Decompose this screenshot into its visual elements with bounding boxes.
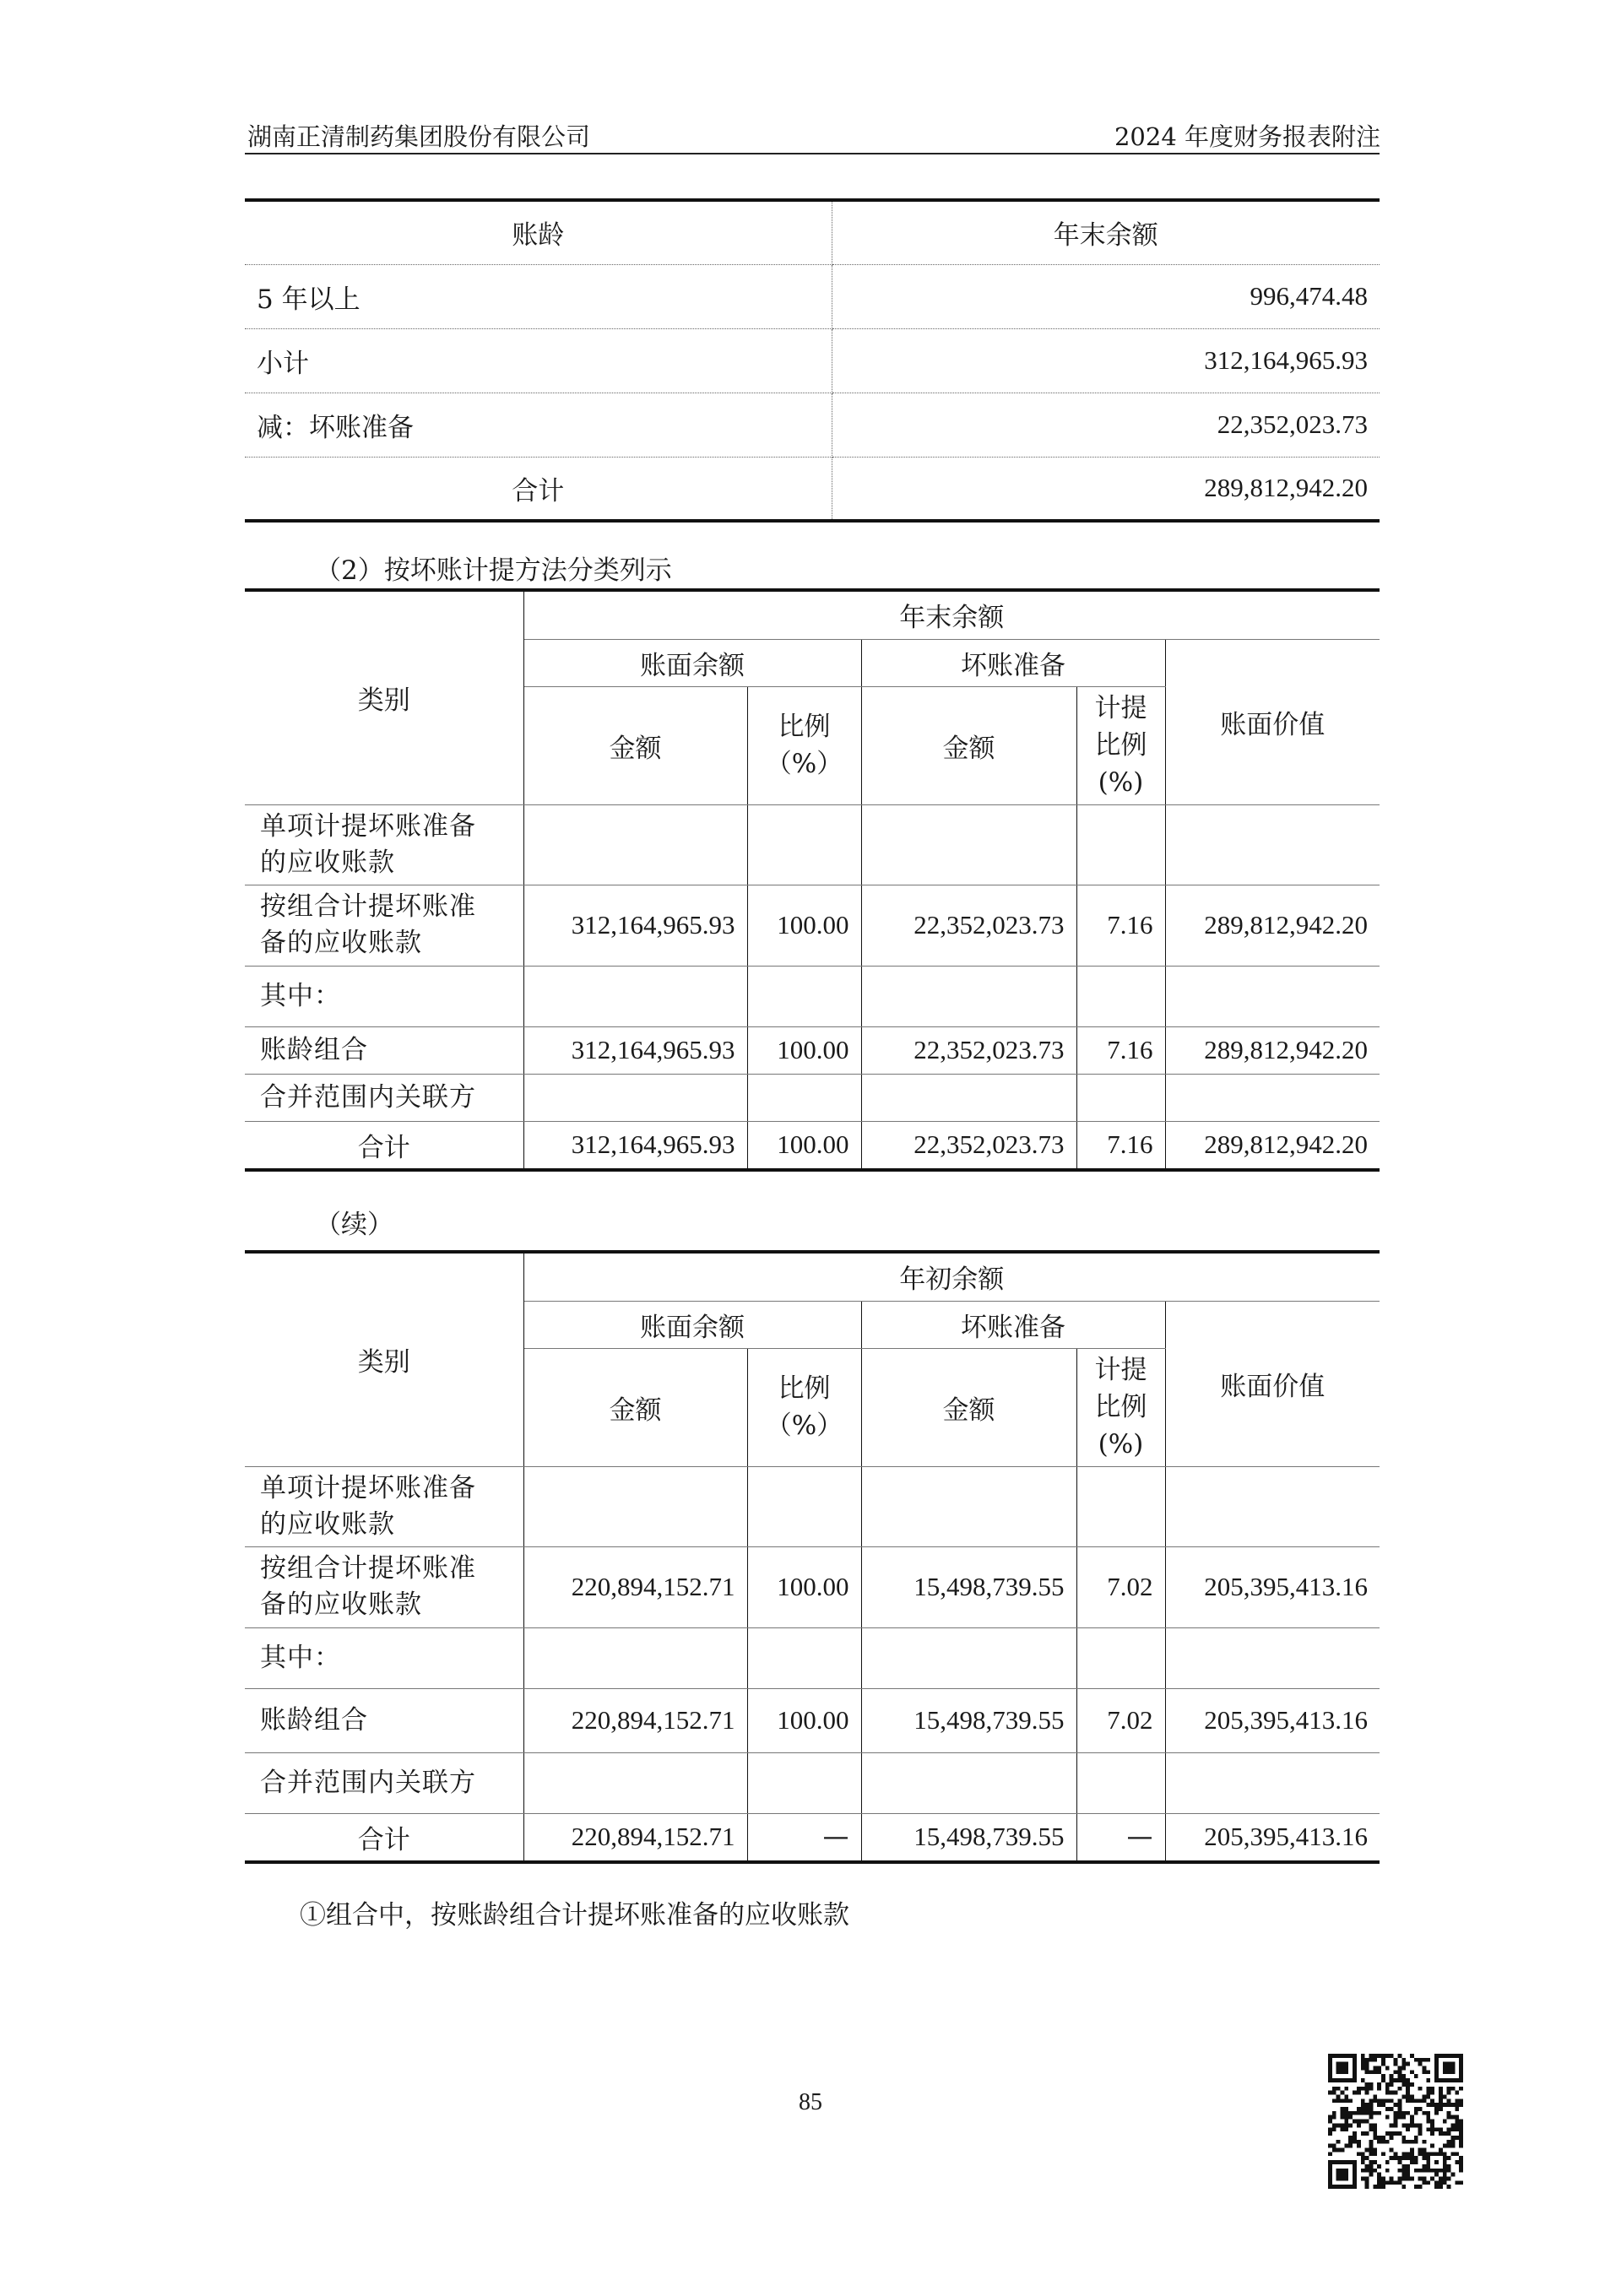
table-row [245,1546,1380,1627]
amount-cell [523,1466,747,1546]
continued-label: （续） [315,1210,393,1240]
bad-debt-cell: 15,498,739.55 [861,1688,1076,1752]
ratio-cell [747,966,861,1026]
provision-ratio-header [1076,686,1165,804]
row-label: 其中： [245,966,523,1026]
provision-ratio-cell: 7.02 [1076,1546,1165,1627]
bad-debt-cell: 15,498,739.55 [861,1813,1076,1862]
bad-debt-cell [861,966,1076,1026]
ratio-cell: 100.00 [747,1026,861,1074]
bad-debt-amount-header: 金额 [861,1348,1076,1466]
book-value-cell [1165,804,1380,885]
amount-cell: 220,894,152.71 [523,1546,747,1627]
total-row [245,1121,1380,1170]
bad-debt-cell [861,1752,1076,1813]
bad-debt-header: 坏账准备 [861,639,1165,686]
year-end-balance-header: 年末余额 [832,200,1380,264]
provision-ratio-cell: 7.16 [1076,885,1165,966]
ratio-cell: 100.00 [747,1121,861,1170]
category-header: 类别 [245,590,523,804]
ratio-header-line: 比例 [778,712,831,742]
provision-ratio-line: 计提 [1094,693,1147,723]
book-value-cell: 205,395,413.16 [1204,1822,1368,1852]
table-row [245,393,1380,457]
bad-debt-cell [861,804,1076,885]
amount-header: 金额 [523,1348,747,1466]
ratio-cell: 100.00 [747,885,861,966]
provision-ratio-cell [1076,966,1165,1026]
section-title: （2）按坏账计提方法分类列示 [315,555,672,586]
period-header: 年初余额 [523,1252,1380,1301]
company-name: 湖南正清制药集团股份有限公司 [247,122,591,151]
amount-cell [523,804,747,885]
provision-ratio-line: 比例 [1094,1392,1147,1422]
ratio-cell [747,1752,861,1813]
amount-cell: 220,894,152.71 [523,1688,747,1752]
provision-ratio-cell [1076,1466,1165,1546]
ratio-cell [747,1466,861,1546]
row-label-line: 单项计提坏账准备 [260,810,476,842]
amount-cell [523,1074,747,1121]
book-value-header: 账面价值 [1165,639,1380,804]
provision-ratio-line: (%) [1098,1429,1144,1459]
provision-ratio-cell [1076,1074,1165,1121]
amount-cell: 312,164,965.93 [523,885,747,966]
total-label: 合计 [245,1121,523,1170]
bad-debt-cell [861,1074,1076,1121]
book-value-cell: 289,812,942.20 [1165,885,1380,966]
period-header: 年末余额 [523,590,1380,639]
aging-table [245,198,1380,523]
amount-cell: 220,894,152.71 [523,1813,747,1862]
row-label: 5 年以上 [245,264,832,328]
row-value: 312,164,965.93 [832,328,1380,393]
ratio-cell [747,804,861,885]
row-value: 996,474.48 [832,264,1380,328]
table-row [245,1074,1380,1121]
qr-code-graphic [1328,2054,1463,2189]
ratio-header-line: （%） [765,749,843,779]
provision-ratio-cell: 7.16 [1076,1026,1165,1074]
row-label-line: 按组合计提坏账准 [260,891,476,922]
row-value: 22,352,023.73 [832,393,1380,457]
book-value-cell: 205,395,413.16 [1165,1688,1380,1752]
ratio-cell: 100.00 [747,1688,861,1752]
classification-table-year-begin [245,1250,1380,1864]
table-row [245,885,1380,966]
row-label-line: 备的应收账款 [260,1589,422,1620]
provision-ratio-line: 比例 [1094,730,1147,761]
row-label: 小计 [245,328,832,393]
book-balance-header: 账面余额 [523,639,861,686]
bad-debt-cell: 22,352,023.73 [861,1121,1076,1170]
row-label-line: 的应收账款 [260,847,395,878]
bad-debt-cell: 15,498,739.55 [861,1546,1076,1627]
row-label-line: 单项计提坏账准备 [260,1472,476,1503]
provision-ratio-header [1076,1348,1165,1466]
row-label-line: 按组合计提坏账准 [260,1553,476,1584]
bad-debt-header: 坏账准备 [861,1301,1165,1348]
book-value-cell [1165,1752,1380,1813]
table-row [245,966,1380,1026]
total-row [245,1813,1380,1862]
qr-code-icon [1328,2054,1463,2189]
book-value-cell: 289,812,942.20 [1204,1129,1368,1160]
ratio-cell [747,1074,861,1121]
table-row [245,457,1380,521]
provision-ratio-cell: — [1076,1813,1165,1862]
row-label-line: 的应收账款 [260,1508,395,1540]
amount-header: 金额 [523,686,747,804]
row-label [245,885,523,966]
row-value: 289,812,942.20 [1204,473,1368,503]
provision-ratio-cell [1076,1627,1165,1688]
row-label [245,1466,523,1546]
ratio-cell: 100.00 [747,1546,861,1627]
ratio-cell [747,1627,861,1688]
row-label-line: 备的应收账款 [260,928,422,958]
row-label: 账龄组合 [245,1026,523,1074]
book-value-cell [1165,1627,1380,1688]
page-number: 85 [799,2089,822,2115]
book-balance-header: 账面余额 [523,1301,861,1348]
table-row [245,1752,1380,1813]
amount-cell [523,966,747,1026]
provision-ratio-line: (%) [1098,767,1144,798]
row-label: 账龄组合 [245,1688,523,1752]
book-value-header: 账面价值 [1165,1301,1380,1466]
provision-ratio-cell: 7.02 [1076,1688,1165,1752]
footnote: ①组合中，按账龄组合计提坏账准备的应收账款 [300,1900,849,1930]
ratio-header-line: （%） [765,1411,843,1441]
row-label: 合并范围内关联方 [245,1074,523,1121]
amount-cell: 312,164,965.93 [523,1121,747,1170]
header-divider [245,153,1380,154]
table-row [245,264,1380,328]
table-row [245,1026,1380,1074]
amount-cell [523,1752,747,1813]
table-header-row [245,200,1380,264]
bad-debt-cell [861,1466,1076,1546]
table-row [245,1466,1380,1546]
bad-debt-cell [861,1627,1076,1688]
row-label [245,804,523,885]
amount-cell [523,1627,747,1688]
aging-header: 账龄 [245,200,832,264]
provision-ratio-cell [1076,1752,1165,1813]
ratio-header [747,1348,861,1466]
table-row [245,1627,1380,1688]
table-row [245,328,1380,393]
classification-table-year-end [245,588,1380,1172]
ratio-header [747,686,861,804]
total-label: 合计 [245,1813,523,1862]
table-row [245,1688,1380,1752]
table-header-row [245,1252,1380,1301]
row-label [245,1546,523,1627]
provision-ratio-cell [1076,804,1165,885]
ratio-header-line: 比例 [778,1373,831,1404]
book-value-cell: 205,395,413.16 [1165,1546,1380,1627]
row-label: 合计 [245,457,832,521]
provision-ratio-line: 计提 [1094,1355,1147,1385]
ratio-cell: — [747,1813,861,1862]
book-value-cell [1165,1074,1380,1121]
bad-debt-amount-header: 金额 [861,686,1076,804]
provision-ratio-cell: 7.16 [1076,1121,1165,1170]
row-label: 其中： [245,1627,523,1688]
row-label: 合并范围内关联方 [245,1752,523,1813]
report-title: 2024 年度财务报表附注 [1114,122,1380,151]
bad-debt-cell: 22,352,023.73 [861,1026,1076,1074]
book-value-cell: 289,812,942.20 [1165,1026,1380,1074]
category-header: 类别 [245,1252,523,1466]
table-header-row [245,590,1380,639]
table-row [245,804,1380,885]
amount-cell: 312,164,965.93 [523,1026,747,1074]
book-value-cell [1165,966,1380,1026]
bad-debt-cell: 22,352,023.73 [861,885,1076,966]
book-value-cell [1165,1466,1380,1546]
row-label: 减：坏账准备 [245,393,832,457]
